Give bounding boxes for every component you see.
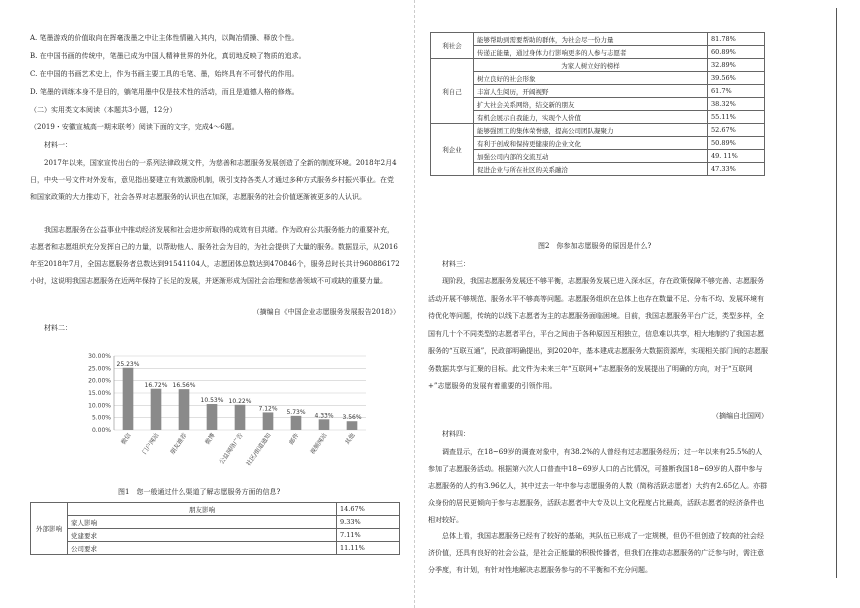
option-b: B. 在中国书画的传统中，笔墨已成为中国人精神世界的外化，真切地反映了物质的追求。 bbox=[30, 52, 306, 60]
bar bbox=[263, 412, 274, 430]
row-label: 有利于创成和保持更健康的企业文化 bbox=[474, 137, 708, 150]
material4-label: 材料四： bbox=[442, 430, 470, 438]
data-label: 4.33% bbox=[314, 412, 334, 420]
group-label: 利企业 bbox=[431, 124, 474, 176]
table-row bbox=[431, 150, 765, 163]
material3-paragraph: 现阶段，我国志愿服务发展还不够平衡，志愿服务发展已进入深水区，存在政策保障不够完善、志愿服务活动开展不够规范、服务水平不够高等问题。志愿服务组织在总体上也存在数量不足、分布不均、发展环境有待优化等问题，传统的以线下志愿者为主的志愿服务面临困境。目前，我国志愿服务平台广泛，类型多样，全国有几十个不同类型的志愿者平台，平台之间由于各种原因互相独立，信息难以共享，相大地制约了我国志愿服务的“互联互通”，民政部明确提出，到2020年，基本建成志愿服务大数据资源库，实现相关部门间的志愿服务数据共享与汇聚的目标。此文件为未来三年“互联网+”志愿服务的发展提出了明确的方向，对于“互联网+”志愿服务的发展有着重要的引领作用。 bbox=[428, 277, 768, 390]
option-c: C. 在中国的书画艺术史上，作为书画主要工具的毛笔、墨，始终具有不可替代的作用。 bbox=[30, 70, 299, 78]
option-a: A. 笔墨游戏的价值取向在挥毫泼墨之中让主体性情融入其内，以陶冶情操、释放个性。 bbox=[30, 34, 299, 42]
figure1-caption: 图1 您一般通过什么渠道了解志愿服务方面的信息? bbox=[118, 488, 281, 496]
row-value: 49. 11% bbox=[708, 150, 765, 163]
x-tick-label: 视频网站 bbox=[309, 432, 329, 456]
y-tick-label: 0.00% bbox=[91, 427, 111, 434]
material1-paragraph2: 我国志愿服务在公益事业中推动经济发展和社会进步所取得的成效有目共睹。作为政府公共服务能力的重要补充，志愿者和志愿组织充分发挥自己的力量，以帮助他人、服务社会为目的，为社会提供了大量的服务。数据显示，从2016年至2018年7月，全国志愿服务者总数达到91541104人，志愿团体总数达到470846个，服务总时长共计960886172小时，这说明我国志愿服务在近两年保持了长足的发展，并逐渐形成为国社会治理和慈善领域不可或缺的重要力量。 bbox=[30, 226, 400, 285]
row-value: 50.89% bbox=[708, 137, 765, 150]
table-row bbox=[431, 72, 765, 85]
row-value: 39.56% bbox=[708, 72, 765, 85]
column-separator bbox=[414, 0, 415, 608]
data-label: 16.56% bbox=[172, 382, 196, 390]
row-value: 60.89% bbox=[708, 46, 765, 59]
row-value: 47.33% bbox=[708, 163, 765, 176]
row-value: 14.67% bbox=[337, 503, 400, 516]
bar bbox=[319, 419, 330, 430]
table-row bbox=[431, 111, 765, 124]
table-row bbox=[31, 542, 400, 555]
material1-paragraph1: 2017年以来，国家宣传出台的一系列法律政规文件，为慈善和志愿服务发展创造了全新的制度环境。2018年2月4日，中央一号文件对外发布，意见指出要建立有效激励机制，吸引支持各类人才通过多种方式服务乡村振兴事业。在党和国家政策的大力推动下，社会各界对志愿服务的认识也在加深，志愿服务的社会价值逐渐被更多的人认识。 bbox=[30, 159, 397, 201]
bar bbox=[291, 416, 302, 430]
data-label: 10.22% bbox=[228, 397, 252, 405]
row-label: 扩大社会关系网络，结交新的朋友 bbox=[474, 98, 708, 111]
data-label: 16.72% bbox=[144, 381, 168, 389]
row-value: 32.89% bbox=[708, 59, 765, 72]
table-row bbox=[431, 137, 765, 150]
table-row bbox=[431, 85, 765, 98]
x-tick-label: 门户网站 bbox=[141, 432, 161, 456]
table-row bbox=[31, 529, 400, 542]
x-tick-label: 社区/街道通知 bbox=[245, 432, 273, 468]
bar bbox=[347, 421, 358, 430]
row-label: 朋友影响 bbox=[68, 503, 337, 516]
bar-chart bbox=[80, 348, 370, 476]
x-tick-label: 微博 bbox=[204, 432, 217, 446]
y-tick-label: 5.00% bbox=[91, 414, 111, 422]
material1-source: （摘编自《中国企业志愿服务发展报告2018》） bbox=[252, 308, 400, 316]
table-row bbox=[431, 59, 765, 72]
material3-source: （摘编自北国网） bbox=[712, 412, 768, 420]
bar bbox=[235, 405, 246, 430]
option-d: D. 笔墨的训练本身不是目的，躺笔用墨中仅是技术性的活动，而且是道德人格的修炼。 bbox=[30, 88, 299, 96]
y-tick-label: 10.00% bbox=[88, 402, 111, 410]
material1-label: 材料一： bbox=[44, 141, 72, 149]
row-value: 38.32% bbox=[708, 98, 765, 111]
row-value: 55.11% bbox=[708, 111, 765, 124]
row-label: 为家人树立好的榜样 bbox=[474, 59, 708, 72]
bar bbox=[123, 368, 134, 430]
table-row bbox=[431, 163, 765, 176]
table-row bbox=[31, 503, 400, 516]
row-value: 52.67% bbox=[708, 124, 765, 137]
data-label: 25.23% bbox=[116, 360, 140, 368]
row-value: 81.78% bbox=[708, 33, 765, 46]
x-tick-label: 公益网络广告 bbox=[218, 432, 245, 466]
row-value: 61.7% bbox=[708, 85, 765, 98]
table-row bbox=[431, 46, 765, 59]
reasons-table bbox=[430, 32, 765, 176]
data-label: 7.12% bbox=[258, 405, 278, 413]
section-intro: （2019・安徽宣城高一期末联考）阅读下面的文字，完成4～6题。 bbox=[30, 123, 239, 131]
x-tick-label: 朋友推荐 bbox=[169, 432, 189, 456]
bar bbox=[179, 389, 190, 430]
bar bbox=[207, 404, 218, 430]
row-label: 党建要求 bbox=[68, 529, 337, 542]
row-label: 丰富人生阅历，开阔视野 bbox=[474, 85, 708, 98]
row-label: 公司要求 bbox=[68, 542, 337, 555]
data-label: 5.73% bbox=[286, 408, 306, 416]
data-label: 10.53% bbox=[200, 397, 224, 405]
table-row bbox=[31, 516, 400, 529]
data-label: 3.56% bbox=[342, 414, 362, 422]
row-label: 传递正能量，通过身体力行影响更多的人参与志愿者 bbox=[474, 46, 708, 59]
x-tick-label: 邮件 bbox=[288, 432, 301, 446]
x-tick-label: 微信 bbox=[120, 432, 133, 446]
row-value: 9.33% bbox=[337, 516, 400, 529]
material3-label: 材料三： bbox=[442, 260, 470, 268]
y-tick-label: 30.00% bbox=[88, 353, 111, 360]
row-value: 7.11% bbox=[337, 529, 400, 542]
group-label: 外部影响 bbox=[31, 503, 68, 555]
x-tick-label: 其他 bbox=[344, 432, 357, 446]
group-label: 利社会 bbox=[431, 33, 474, 59]
section-title: （二）实用类文本阅读（本题共3小题，12分） bbox=[30, 106, 177, 114]
y-tick-label: 20.00% bbox=[88, 377, 111, 385]
bar bbox=[151, 389, 162, 430]
row-label: 有机会展示自我能力，实现个人价值 bbox=[474, 111, 708, 124]
table-row bbox=[431, 33, 765, 46]
row-value: 11.11% bbox=[337, 542, 400, 555]
row-label: 树立良好的社会形象 bbox=[474, 72, 708, 85]
material4-paragraph2: 总体上看，我国志愿服务已经有了较好的基础，其队伍已形成了一定规模，但仍不但创造了较高的社会经济价值，还具有良好的社会公益，是社会正能量的积极传播者，但我们在推动志愿服务的广泛参与时，需注意分季度，有计划，有针对性地解决志愿服务参与的不平衡和不充分问题。 bbox=[428, 532, 764, 574]
margin-rule bbox=[836, 8, 837, 578]
table-row bbox=[431, 98, 765, 111]
y-tick-label: 25.00% bbox=[88, 365, 111, 373]
y-tick-label: 15.00% bbox=[88, 390, 111, 397]
row-label: 能够强团工的集体荣誉感，提高公司团队凝聚力 bbox=[474, 124, 708, 137]
row-label: 家人影响 bbox=[68, 516, 337, 529]
table-row bbox=[431, 124, 765, 137]
external-influence-table bbox=[30, 502, 400, 555]
row-label: 加强公司内部的交流互动 bbox=[474, 150, 708, 163]
row-label: 促进企业与所在社区的关系融洽 bbox=[474, 163, 708, 176]
material2-label: 材料二： bbox=[44, 324, 72, 332]
group-label: 利自己 bbox=[431, 59, 474, 124]
material4-paragraph1: 调查显示，在18~69岁的调查对象中，有38.2%的人曾经有过志愿服务经历；过一年以来有25.5%的人参加了志愿服务活动。根据第六次人口普查中18~69岁人口的占比情况，可推断我国18~69岁的人群中参与志愿服务的人约有3.96亿人，其中过去一年中参与志愿服务的人数（简称活跃志愿者）大约有2.65亿人。亦群众身份的居民更倾向于参与志愿服务，活跃志愿者中大专及以上文化程度占比最高，活跃志愿者的经济条件也相对较好。 bbox=[428, 448, 768, 524]
row-label: 能够帮助到需要帮助的群体，为社会尽一份力量 bbox=[474, 33, 708, 46]
figure2-caption: 图2 你参加志愿服务的原因是什么? bbox=[538, 242, 652, 250]
